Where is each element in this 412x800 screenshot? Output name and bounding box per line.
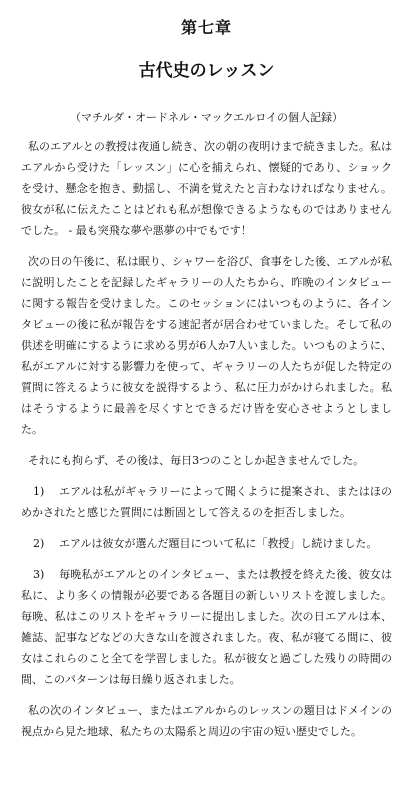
list-item-2 [21, 533, 392, 554]
list-item-text: 毎晩私がエアルとのインタビュー、または教授を終えた後、彼女は私に、より多くの情報が必要である各題目の新しいリストを渡しました。毎晩、私はこのリストをギャラリーに提出しました。次の日エアルは本、雑誌、記事などなどの大きな山を渡されました。夜、私が寝てる間に、彼女はこれらのこと全てを学習しました。私が彼女と過ごした残りの時間の間、このパターンは毎日繰り返されました。 [21, 568, 392, 686]
paragraph-3: それにも拘らず、その後は、毎日3つのことしか起きませんでした。 [28, 454, 365, 467]
list-item-text: エアルは彼女が選んだ題目について私に「教授」し続けました。 [59, 537, 378, 550]
chapter-title: 古代史のレッスン [138, 61, 275, 81]
closing-paragraph: 私の次のインタビュー、またはエアルからのレッスンの題目はドメインの視点から見た地球、私たちの太陽系と周辺の宇宙の短い歴史でした。 [21, 704, 392, 738]
paragraph-1: 私のエアルとの教授は夜通し続き、次の朝の夜明けまで続きました。私はエアルから受けた「レッスン」に心を捕えられ、懐疑的であり、ショックを受け、懸念を抱き、動揺し、不満を覚えたと言わなければなりません。彼女が私に伝えたことはどれも私が想像できるようなものではありませんでした。 - 最も突飛な夢や悪夢の中でもです！ [21, 140, 392, 237]
chapter-number: 第七章 [180, 18, 232, 37]
list-item-1 [21, 481, 392, 523]
list-item-number: 1) [33, 485, 45, 498]
list-item-number: 3) [33, 568, 45, 581]
list-item-number: 2) [33, 537, 45, 550]
list-item-3 [21, 564, 392, 690]
paragraph-2: 次の日の午後に、私は眠り、シャワーを浴び、食事をした後、エアルが私に説明したことを記録したギャラリーの人たちから、昨晩のインタビューに関する報告を受けました。このセッションにはいつものように、各インタビューの後に私が報告をする速記者が居合わせていました。そして私の供述を明確にするように求める男が6人か7人いました。いつものように、私がエアルに対する影響力を使って、ギャラリーの人たちが促した特定の質問に答えるように彼女を説得するよう、私に圧力がかけられました。私はそうするように最善を尽くすとできるだけ皆を安心させようとしました。 [21, 255, 392, 436]
attribution-note: （マチルダ・オードネル・マックエルロイの個人記録） [70, 111, 343, 124]
list-item-text: エアルは私がギャラリーによって聞くように提案され、またはほのめかされたと感じた質問には断固として答えるのを拒否しました。 [21, 485, 392, 519]
